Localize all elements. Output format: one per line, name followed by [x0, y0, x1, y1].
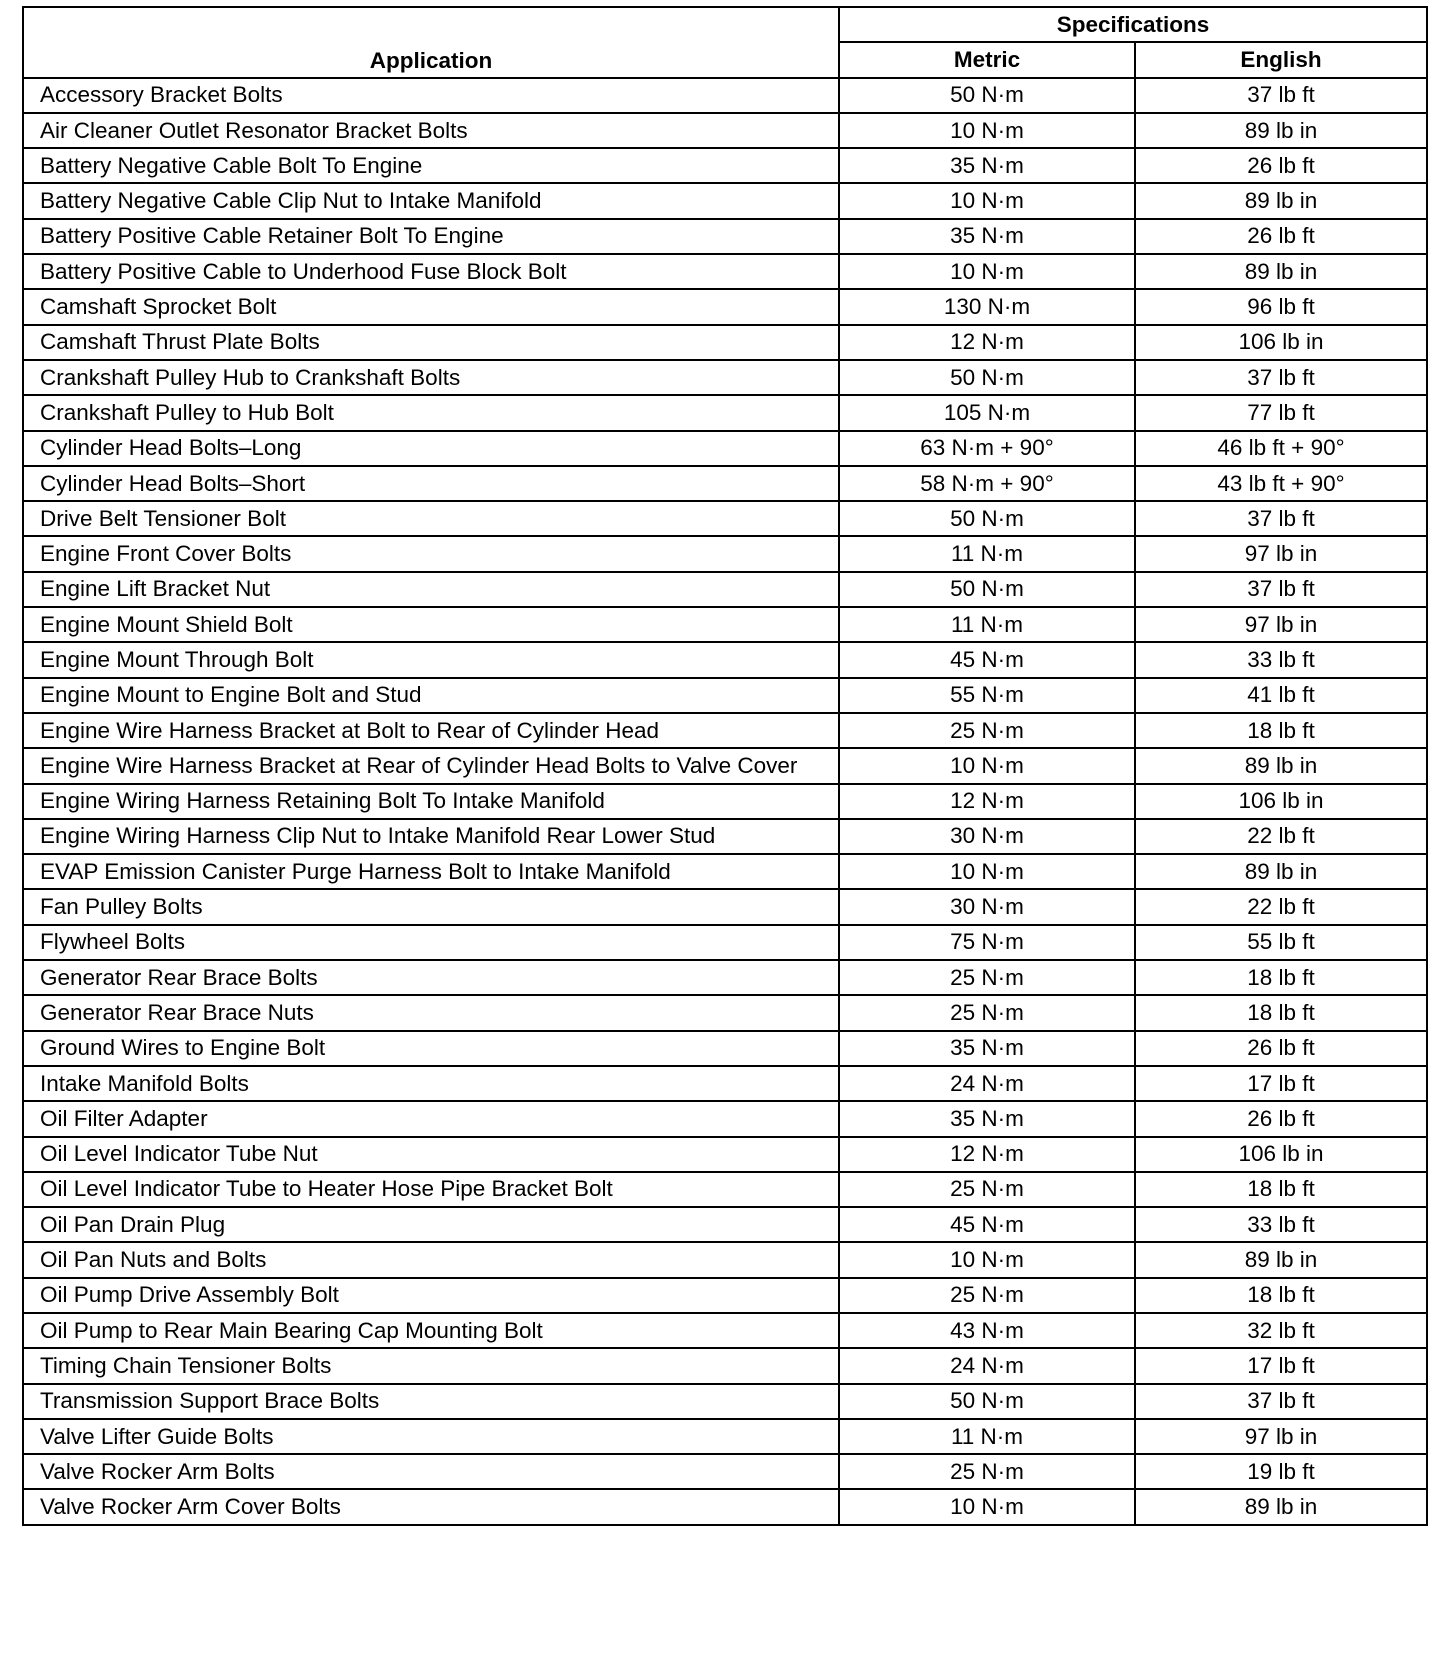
metric-value-cell: 55 N·m: [839, 678, 1135, 713]
application-cell: Engine Wire Harness Bracket at Rear of Cylinder Head Bolts to Valve Cover: [23, 748, 839, 783]
application-cell: Ground Wires to Engine Bolt: [23, 1031, 839, 1066]
application-cell: Camshaft Sprocket Bolt: [23, 289, 839, 324]
english-value-cell: 89 lb in: [1135, 1242, 1427, 1277]
application-cell: Oil Level Indicator Tube Nut: [23, 1137, 839, 1172]
english-value-cell: 41 lb ft: [1135, 678, 1427, 713]
metric-value-cell: 25 N·m: [839, 1454, 1135, 1489]
metric-value-cell: 105 N·m: [839, 395, 1135, 430]
english-value-cell: 26 lb ft: [1135, 219, 1427, 254]
table-row: [23, 1031, 1427, 1066]
table-row: [23, 395, 1427, 430]
metric-value-cell: 12 N·m: [839, 325, 1135, 360]
application-cell: Engine Lift Bracket Nut: [23, 572, 839, 607]
metric-value-cell: 45 N·m: [839, 1207, 1135, 1242]
application-cell: Battery Positive Cable Retainer Bolt To Engine: [23, 219, 839, 254]
application-cell: EVAP Emission Canister Purge Harness Bolt to Intake Manifold: [23, 854, 839, 889]
metric-value-cell: 35 N·m: [839, 1101, 1135, 1136]
metric-value-cell: 25 N·m: [839, 1278, 1135, 1313]
table-row: [23, 1384, 1427, 1419]
table-header: [23, 7, 1427, 78]
english-value-cell: 77 lb ft: [1135, 395, 1427, 430]
english-value-cell: 22 lb ft: [1135, 889, 1427, 924]
application-cell: Crankshaft Pulley Hub to Crankshaft Bolts: [23, 360, 839, 395]
table-row: [23, 607, 1427, 642]
metric-value-cell: 10 N·m: [839, 854, 1135, 889]
metric-value-cell: 12 N·m: [839, 1137, 1135, 1172]
metric-value-cell: 35 N·m: [839, 219, 1135, 254]
table-row: [23, 1172, 1427, 1207]
english-value-cell: 46 lb ft + 90°: [1135, 431, 1427, 466]
english-value-cell: 26 lb ft: [1135, 1101, 1427, 1136]
metric-value-cell: 25 N·m: [839, 995, 1135, 1030]
application-column-header: Application: [23, 7, 839, 78]
table-row: [23, 254, 1427, 289]
metric-value-cell: 24 N·m: [839, 1066, 1135, 1101]
metric-value-cell: 35 N·m: [839, 148, 1135, 183]
english-value-cell: 97 lb in: [1135, 607, 1427, 642]
table-row: [23, 925, 1427, 960]
table-row: [23, 678, 1427, 713]
table-row: [23, 1489, 1427, 1524]
english-value-cell: 33 lb ft: [1135, 1207, 1427, 1242]
table-row: [23, 78, 1427, 113]
english-value-cell: 55 lb ft: [1135, 925, 1427, 960]
english-value-cell: 17 lb ft: [1135, 1066, 1427, 1101]
application-cell: Valve Lifter Guide Bolts: [23, 1419, 839, 1454]
table-row: [23, 536, 1427, 571]
english-value-cell: 89 lb in: [1135, 1489, 1427, 1524]
table-row: [23, 1454, 1427, 1489]
application-cell: Oil Pump Drive Assembly Bolt: [23, 1278, 839, 1313]
english-value-cell: 43 lb ft + 90°: [1135, 466, 1427, 501]
metric-value-cell: 58 N·m + 90°: [839, 466, 1135, 501]
fastener-specifications-table: [22, 6, 1428, 1526]
metric-value-cell: 30 N·m: [839, 889, 1135, 924]
table-row: [23, 325, 1427, 360]
metric-value-cell: 25 N·m: [839, 1172, 1135, 1207]
metric-value-cell: 25 N·m: [839, 713, 1135, 748]
application-cell: Generator Rear Brace Nuts: [23, 995, 839, 1030]
application-cell: Cylinder Head Bolts–Short: [23, 466, 839, 501]
application-cell: Camshaft Thrust Plate Bolts: [23, 325, 839, 360]
table-row: [23, 289, 1427, 324]
application-cell: Engine Wiring Harness Retaining Bolt To Intake Manifold: [23, 784, 839, 819]
english-value-cell: 89 lb in: [1135, 254, 1427, 289]
specifications-group-header: Specifications: [839, 7, 1427, 42]
table-row: [23, 148, 1427, 183]
table-row: [23, 1242, 1427, 1277]
table-row: [23, 995, 1427, 1030]
application-cell: Generator Rear Brace Bolts: [23, 960, 839, 995]
english-value-cell: 18 lb ft: [1135, 713, 1427, 748]
metric-value-cell: 50 N·m: [839, 501, 1135, 536]
english-value-cell: 89 lb in: [1135, 183, 1427, 218]
application-cell: Valve Rocker Arm Bolts: [23, 1454, 839, 1489]
metric-value-cell: 10 N·m: [839, 183, 1135, 218]
english-value-cell: 106 lb in: [1135, 784, 1427, 819]
table-row: [23, 1278, 1427, 1313]
application-cell: Intake Manifold Bolts: [23, 1066, 839, 1101]
english-value-cell: 97 lb in: [1135, 536, 1427, 571]
table-row: [23, 1137, 1427, 1172]
table-row: [23, 889, 1427, 924]
english-value-cell: 97 lb in: [1135, 1419, 1427, 1454]
table-row: [23, 466, 1427, 501]
table-row: [23, 713, 1427, 748]
metric-value-cell: 10 N·m: [839, 254, 1135, 289]
table-row: [23, 1313, 1427, 1348]
english-value-cell: 26 lb ft: [1135, 1031, 1427, 1066]
metric-value-cell: 24 N·m: [839, 1348, 1135, 1383]
application-cell: Battery Negative Cable Bolt To Engine: [23, 148, 839, 183]
application-cell: Engine Front Cover Bolts: [23, 536, 839, 571]
metric-value-cell: 43 N·m: [839, 1313, 1135, 1348]
english-value-cell: 37 lb ft: [1135, 572, 1427, 607]
metric-value-cell: 50 N·m: [839, 572, 1135, 607]
application-cell: Transmission Support Brace Bolts: [23, 1384, 839, 1419]
metric-value-cell: 50 N·m: [839, 78, 1135, 113]
application-cell: Air Cleaner Outlet Resonator Bracket Bolts: [23, 113, 839, 148]
application-cell: Timing Chain Tensioner Bolts: [23, 1348, 839, 1383]
application-cell: Cylinder Head Bolts–Long: [23, 431, 839, 466]
metric-value-cell: 11 N·m: [839, 607, 1135, 642]
application-cell: Oil Level Indicator Tube to Heater Hose Pipe Bracket Bolt: [23, 1172, 839, 1207]
application-cell: Oil Pan Drain Plug: [23, 1207, 839, 1242]
metric-value-cell: 35 N·m: [839, 1031, 1135, 1066]
english-value-cell: 37 lb ft: [1135, 360, 1427, 395]
table-row: [23, 1207, 1427, 1242]
english-value-cell: 18 lb ft: [1135, 995, 1427, 1030]
application-cell: Valve Rocker Arm Cover Bolts: [23, 1489, 839, 1524]
metric-value-cell: 130 N·m: [839, 289, 1135, 324]
english-value-cell: 19 lb ft: [1135, 1454, 1427, 1489]
english-value-cell: 96 lb ft: [1135, 289, 1427, 324]
metric-value-cell: 50 N·m: [839, 1384, 1135, 1419]
header-row-group: [23, 7, 1427, 42]
table-row: [23, 1348, 1427, 1383]
english-value-cell: 106 lb in: [1135, 1137, 1427, 1172]
metric-value-cell: 11 N·m: [839, 536, 1135, 571]
english-value-cell: 18 lb ft: [1135, 1278, 1427, 1313]
english-value-cell: 37 lb ft: [1135, 1384, 1427, 1419]
application-cell: Accessory Bracket Bolts: [23, 78, 839, 113]
english-value-cell: 22 lb ft: [1135, 819, 1427, 854]
application-cell: Flywheel Bolts: [23, 925, 839, 960]
table-row: [23, 960, 1427, 995]
english-column-header: English: [1135, 42, 1427, 77]
metric-value-cell: 50 N·m: [839, 360, 1135, 395]
table-row: [23, 113, 1427, 148]
table-row: [23, 572, 1427, 607]
english-value-cell: 89 lb in: [1135, 748, 1427, 783]
table-row: [23, 784, 1427, 819]
english-value-cell: 32 lb ft: [1135, 1313, 1427, 1348]
metric-column-header: Metric: [839, 42, 1135, 77]
metric-value-cell: 11 N·m: [839, 1419, 1135, 1454]
table-row: [23, 1066, 1427, 1101]
english-value-cell: 37 lb ft: [1135, 501, 1427, 536]
metric-value-cell: 10 N·m: [839, 748, 1135, 783]
english-value-cell: 89 lb in: [1135, 113, 1427, 148]
table-row: [23, 501, 1427, 536]
table-row: [23, 1419, 1427, 1454]
english-value-cell: 33 lb ft: [1135, 642, 1427, 677]
english-value-cell: 89 lb in: [1135, 854, 1427, 889]
table-row: [23, 819, 1427, 854]
application-cell: Battery Negative Cable Clip Nut to Intake Manifold: [23, 183, 839, 218]
application-cell: Engine Wire Harness Bracket at Bolt to Rear of Cylinder Head: [23, 713, 839, 748]
metric-value-cell: 30 N·m: [839, 819, 1135, 854]
application-cell: Engine Wiring Harness Clip Nut to Intake Manifold Rear Lower Stud: [23, 819, 839, 854]
table-row: [23, 748, 1427, 783]
english-value-cell: 106 lb in: [1135, 325, 1427, 360]
metric-value-cell: 25 N·m: [839, 960, 1135, 995]
application-cell: Oil Pump to Rear Main Bearing Cap Mounting Bolt: [23, 1313, 839, 1348]
metric-value-cell: 12 N·m: [839, 784, 1135, 819]
table-row: [23, 360, 1427, 395]
application-cell: Crankshaft Pulley to Hub Bolt: [23, 395, 839, 430]
metric-value-cell: 75 N·m: [839, 925, 1135, 960]
table-row: [23, 1101, 1427, 1136]
application-cell: Battery Positive Cable to Underhood Fuse Block Bolt: [23, 254, 839, 289]
table-row: [23, 183, 1427, 218]
application-cell: Oil Pan Nuts and Bolts: [23, 1242, 839, 1277]
application-cell: Engine Mount Through Bolt: [23, 642, 839, 677]
table-row: [23, 219, 1427, 254]
metric-value-cell: 10 N·m: [839, 1489, 1135, 1524]
table-row: [23, 854, 1427, 889]
metric-value-cell: 10 N·m: [839, 113, 1135, 148]
english-value-cell: 18 lb ft: [1135, 960, 1427, 995]
application-cell: Engine Mount Shield Bolt: [23, 607, 839, 642]
english-value-cell: 26 lb ft: [1135, 148, 1427, 183]
application-cell: Engine Mount to Engine Bolt and Stud: [23, 678, 839, 713]
table-body: [23, 78, 1427, 1525]
application-cell: Drive Belt Tensioner Bolt: [23, 501, 839, 536]
table-row: [23, 642, 1427, 677]
metric-value-cell: 10 N·m: [839, 1242, 1135, 1277]
table-row: [23, 431, 1427, 466]
metric-value-cell: 45 N·m: [839, 642, 1135, 677]
english-value-cell: 17 lb ft: [1135, 1348, 1427, 1383]
english-value-cell: 18 lb ft: [1135, 1172, 1427, 1207]
application-cell: Oil Filter Adapter: [23, 1101, 839, 1136]
metric-value-cell: 63 N·m + 90°: [839, 431, 1135, 466]
application-cell: Fan Pulley Bolts: [23, 889, 839, 924]
english-value-cell: 37 lb ft: [1135, 78, 1427, 113]
